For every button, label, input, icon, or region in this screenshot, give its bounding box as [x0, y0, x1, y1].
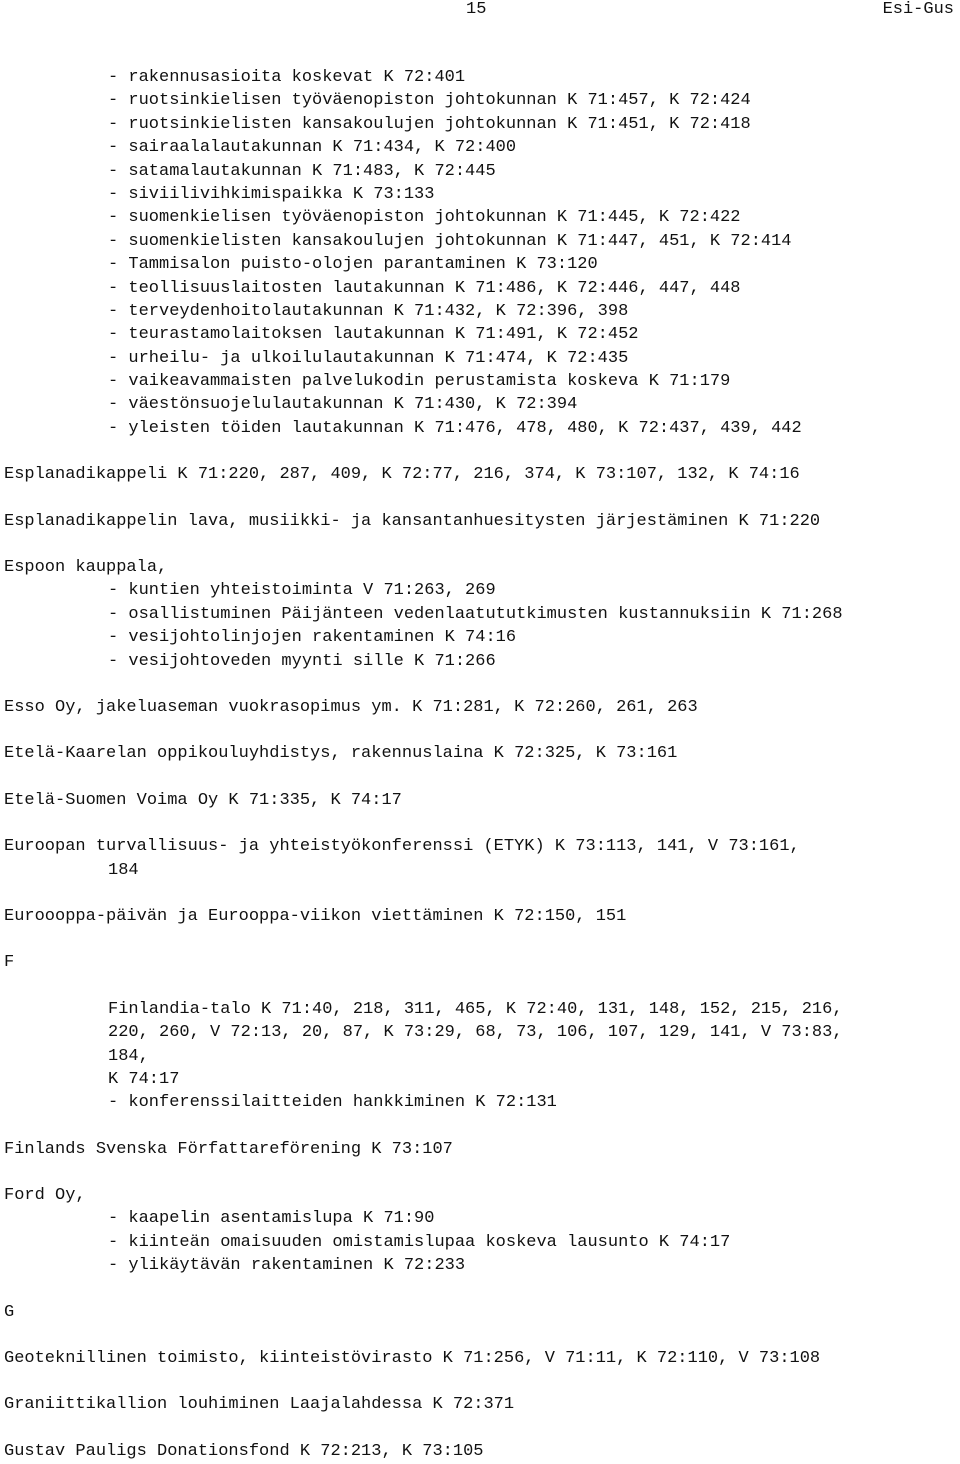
- index-entry-esso: Esso Oy, jakeluaseman vuokrasopimus ym. K 71:281, K 72:260, 261, 263: [4, 697, 698, 717]
- index-entry-etyk-continued: 184: [108, 860, 139, 880]
- list-item: - rakennusasioita koskevat K 72:401: [108, 68, 466, 87]
- index-entry-geoteknillinen: Geoteknillinen toimisto, kiinteistövirasto K 71:256, V 71:11, K 72:110, V 73:108: [4, 1349, 821, 1369]
- list-item: - vesijohtolinjojen rakentaminen K 74:16: [108, 628, 517, 648]
- index-entry-espoo: Espoon kauppala,: [4, 558, 168, 578]
- index-entry-ford: Ford Oy,: [4, 1186, 86, 1206]
- list-item: - kiinteän omaisuuden omistamislupaa koskeva lausunto K 74:17: [108, 1232, 731, 1252]
- section-letter-g: G: [4, 1302, 15, 1322]
- list-item: - kaapelin asentamislupa K 71:90: [108, 1209, 435, 1229]
- index-content: [4, 66, 954, 1463]
- index-entry-etyk: Euroopan turvallisuus- ja yhteistyökonferenssi (ETYK) K 73:113, 141, V 73:161,: [4, 837, 800, 857]
- list-item: - konferenssilaitteiden hankkiminen K 72:131: [108, 1093, 557, 1113]
- list-item: - urheilu- ja ulkoilulautakunnan K 71:474, K 72:435: [108, 348, 629, 368]
- index-entry-gustav-pauligs: Gustav Pauligs Donationsfond K 72:213, K 73:105: [4, 1441, 484, 1461]
- list-item: - väestönsuojelulautakunnan K 71:430, K 72:394: [108, 395, 578, 415]
- index-entry-etela-kaarela: Etelä-Kaarelan oppikouluyhdistys, rakennuslaina K 72:325, K 73:161: [4, 744, 678, 764]
- page-number: 15: [466, 0, 487, 19]
- index-entry-esplanadikappeli: Esplanadikappeli K 71:220, 287, 409, K 72:77, 216, 374, K 73:107, 132, K 74:16: [4, 465, 800, 485]
- list-item: - vaikeavammaisten palvelukodin perustamista koskeva K 71:179: [108, 372, 731, 392]
- list-item: - terveydenhoitolautakunnan K 71:432, K 72:396, 398: [108, 301, 629, 321]
- list-item: - kuntien yhteistoiminta V 71:263, 269: [108, 581, 496, 601]
- list-item: - siviilivihkimispaikka K 73:133: [108, 184, 435, 204]
- list-item: - ruotsinkielisen työväenopiston johtokunnan K 71:457, K 72:424: [108, 91, 751, 111]
- index-entry-finlandia-continued: K 74:17: [108, 1069, 180, 1089]
- list-item: - suomenkielisen työväenopiston johtokunnan K 71:445, K 72:422: [108, 208, 741, 228]
- index-entry-finlandia-continued: 220, 260, V 72:13, 20, 87, K 73:29, 68, 73, 106, 107, 129, 141, V 73:83,: [108, 1023, 843, 1043]
- index-entry-finlands-svenska: Finlands Svenska Författareförening K 73:107: [4, 1139, 453, 1159]
- index-entry-graniittikallio: Graniittikallion louhiminen Laajalahdessa K 72:371: [4, 1395, 515, 1415]
- list-item: - Tammisalon puisto-olojen parantaminen K 73:120: [108, 255, 598, 275]
- list-item: - ruotsinkielisten kansakoulujen johtokunnan K 71:451, K 72:418: [108, 114, 751, 134]
- index-entry-etela-suomen-voima: Etelä-Suomen Voima Oy K 71:335, K 74:17: [4, 790, 402, 810]
- list-item: - osallistuminen Päijänteen vedenlaatututkimusten kustannuksiin K 71:268: [108, 604, 843, 624]
- list-item: - suomenkielisten kansakoulujen johtokunnan K 71:447, 451, K 72:414: [108, 231, 792, 251]
- list-item: - yleisten töiden lautakunnan K 71:476, 478, 480, K 72:437, 439, 442: [108, 418, 802, 438]
- index-entry-esplanadikappelin-lava: Esplanadikappelin lava, musiikki- ja kansantanhuesitysten järjestäminen K 71:220: [4, 511, 821, 531]
- section-letter-f: F: [4, 953, 15, 973]
- index-entry-finlandia-continued: 184,: [108, 1046, 149, 1066]
- list-item: - vesijohtoveden myynti sille K 71:266: [108, 651, 496, 671]
- index-entry-eurooppa: Euroooppa-päivän ja Eurooppa-viikon viettäminen K 72:150, 151: [4, 906, 627, 926]
- list-item: - teollisuuslaitosten lautakunnan K 71:486, K 72:446, 447, 448: [108, 278, 741, 298]
- list-item: - teurastamolaitoksen lautakunnan K 71:491, K 72:452: [108, 325, 639, 345]
- list-item: - ylikäytävän rakentaminen K 72:233: [108, 1256, 466, 1276]
- index-entry-finlandia-talo: Finlandia-talo K 71:40, 218, 311, 465, K 72:40, 131, 148, 152, 215, 216,: [108, 999, 843, 1019]
- running-header: Esi-Gus: [882, 0, 954, 19]
- list-item: - sairaalalautakunnan K 71:434, K 72:400: [108, 138, 517, 158]
- list-item: - satamalautakunnan K 71:483, K 72:445: [108, 161, 496, 181]
